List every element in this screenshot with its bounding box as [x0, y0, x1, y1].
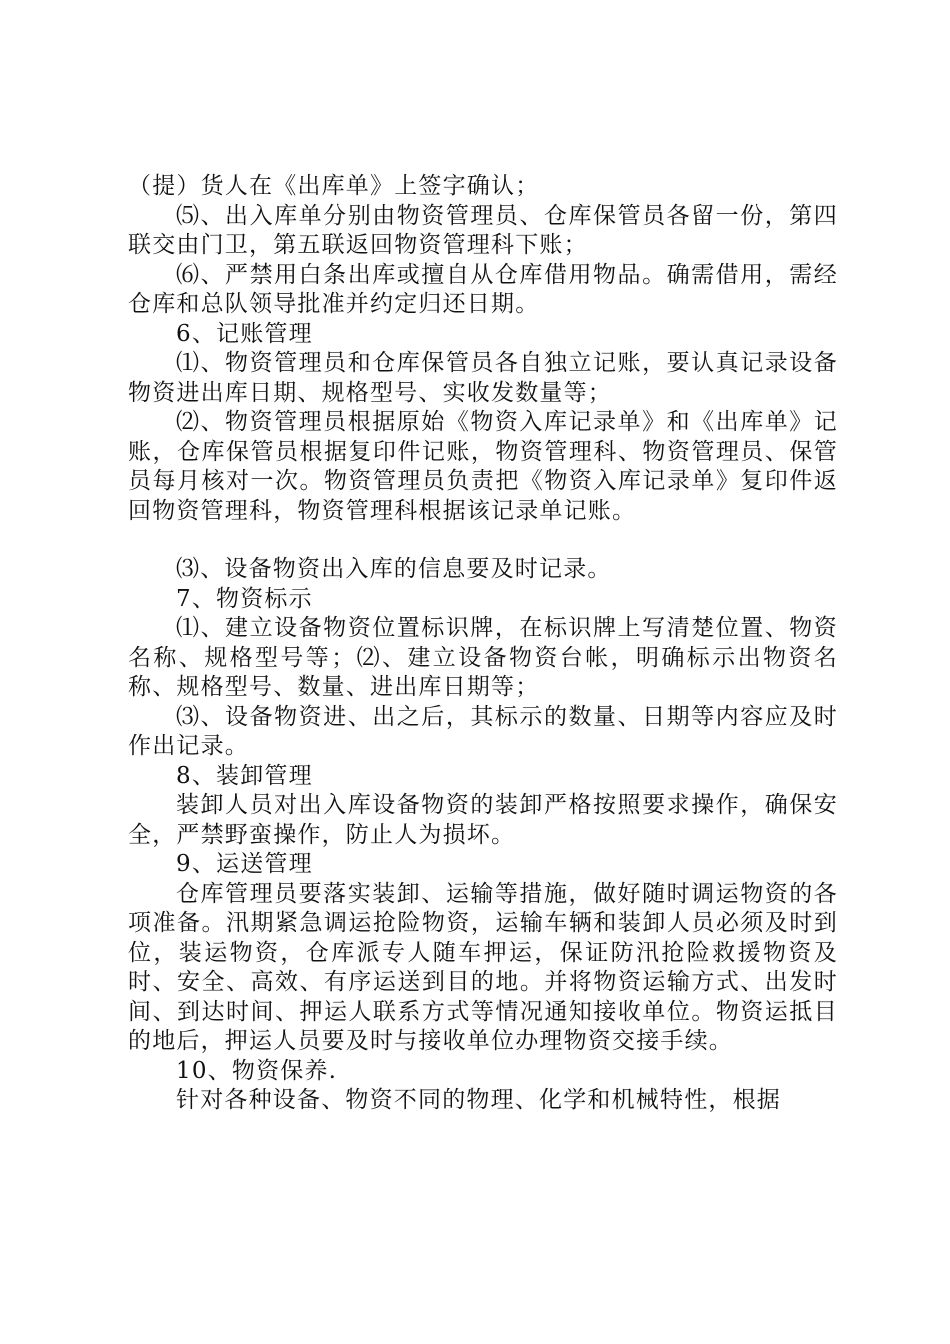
document-body	[128, 172, 838, 1116]
paragraph-bookkeeping-3: ⑶、设备物资出入库的信息要及时记录。	[176, 556, 612, 582]
paragraph-labeling-1-2: ⑴、建立设备物资位置标识牌，在标识牌上写清楚位置、物资名称、规格型号等；⑵、建立设备物资台帐，明确标示出物资名称、规格型号、数量、进出库日期等；	[128, 615, 838, 700]
paragraph-pickup-confirm: （提）货人在《出库单》上签字确认；	[128, 173, 540, 199]
heading-loading: 8、装卸管理	[176, 762, 313, 789]
heading-transport: 9、运送管理	[176, 851, 313, 877]
paragraph-bookkeeping-1: ⑴、物资管理员和仓库保管员各自独立记账，要认真记录设备物资进出库日期、规格型号、实收发数量等；	[128, 350, 838, 406]
paragraph-transport: 仓库管理员要落实装卸、运输等措施，做好随时调运物资的各项准备。汛期紧急调运抢险物资，运输车辆和装卸人员必须及时到位，装运物资，仓库派专人随车押运，保证防汛抢险救援物资及时、安全、高效、有序运送到目的地。并将物资运输方式、出发时间、到达时间、押运人联系方式等情况通知接收单位。物资运抵目的地后，押运人员要及时与接收单位办理物资交接手续。	[128, 880, 838, 1054]
paragraph-loading: 装卸人员对出入库设备物资的装卸严格按照要求操作，确保安全，严禁野蛮操作，防止人为损坏。	[128, 792, 838, 848]
paragraph-item-5: ⑸、出入库单分别由物资管理员、仓库保管员各留一份，第四联交由门卫，第五联返回物资管理科下账；	[128, 202, 838, 258]
heading-maintenance: 10、物资保养.	[176, 1057, 338, 1084]
heading-labeling: 7、物资标示	[176, 585, 313, 612]
paragraph-maintenance: 针对各种设备、物资不同的物理、化学和机械特性，根据	[176, 1087, 781, 1113]
paragraph-bookkeeping-2: ⑵、物资管理员根据原始《物资入库记录单》和《出库单》记账，仓库保管员根据复印件记账，物资管理科、物资管理员、保管员每月核对一次。物资管理员负责把《物资入库记录单》复印件返回物资管理科，物资管理科根据该记录单记账。	[128, 409, 838, 524]
paragraph-labeling-3: ⑶、设备物资进、出之后，其标示的数量、日期等内容应及时作出记录。	[128, 703, 838, 759]
paragraph-item-6: ⑹、严禁用白条出库或擅自从仓库借用物品。确需借用，需经仓库和总队领导批准并约定归还日期。	[128, 261, 838, 317]
heading-bookkeeping: 6、记账管理	[176, 320, 313, 347]
